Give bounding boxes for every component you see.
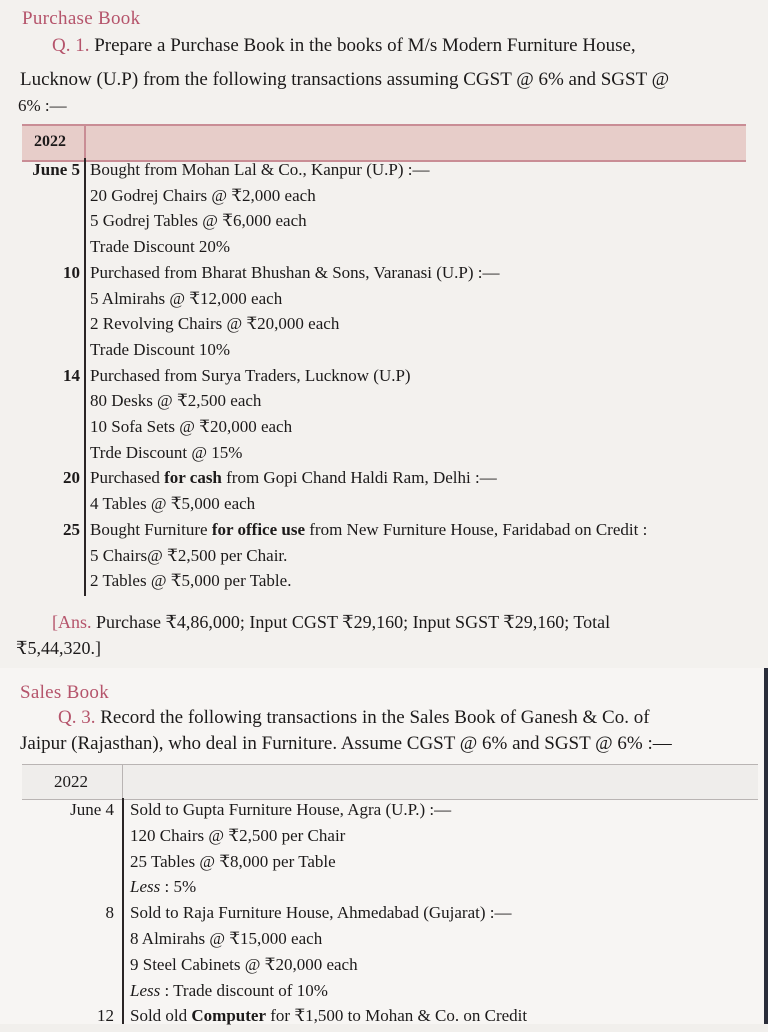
row-date: 14 (63, 365, 80, 385)
transaction-row (22, 160, 746, 186)
row-text: Sold to Raja Furniture House, Ahmedabad (Gujarat) :— (130, 903, 512, 923)
row-text: 8 Almirahs @ ₹15,000 each (130, 929, 323, 948)
question-line: Prepare a Purchase Book in the books of M/s Modern Furniture House, (94, 35, 636, 56)
row-text: 2 Tables @ ₹5,000 per Table. (90, 571, 292, 591)
row-text-part: from Gopi Chand Haldi Ram, Delhi :— (221, 468, 497, 488)
row-text-part: Bought Furniture (90, 519, 212, 539)
year-header (22, 764, 758, 800)
row-text: 4 Tables @ ₹5,000 each (90, 494, 256, 514)
section-heading: Purchase Book (22, 8, 141, 29)
row-text: 5 Almirahs @ ₹12,000 each (90, 288, 283, 308)
transaction-row (22, 520, 746, 546)
transaction-row (22, 800, 758, 826)
question-line: Lucknow (U.P) from the following transactions assuming CGST @ 6% and SGST @ (20, 69, 670, 90)
row-text (130, 981, 328, 1001)
transaction-row (22, 314, 746, 340)
transaction-row (22, 546, 746, 572)
question-number: Q. 1. (52, 35, 90, 56)
row-date: 8 (105, 903, 114, 923)
row-text-part: Computer (191, 1006, 267, 1026)
row-text (90, 468, 497, 488)
answer-line: ₹5,44,320.] (16, 638, 101, 658)
row-text: 10 Sofa Sets @ ₹20,000 each (90, 417, 293, 436)
transaction-row (22, 366, 746, 392)
row-text: Trde Discount @ 15% (90, 442, 243, 462)
row-text (130, 1006, 527, 1026)
transaction-row (22, 237, 746, 263)
row-text: 120 Chairs @ ₹2,500 per Chair (130, 825, 346, 845)
row-text: Trade Discount 10% (90, 339, 231, 359)
transaction-row (22, 1006, 758, 1032)
page-edge (764, 668, 768, 1024)
section-heading: Sales Book (20, 682, 110, 703)
row-text (90, 520, 647, 540)
row-date: 20 (63, 468, 80, 488)
transaction-row (22, 877, 758, 903)
row-text: Sold to Gupta Furniture House, Agra (U.P.) :— (130, 800, 452, 819)
row-date: 12 (97, 1006, 114, 1026)
row-date: June 5 (32, 160, 80, 179)
row-text: 5 Chairs@ ₹2,500 per Chair. (90, 545, 288, 565)
question-line: Record the following transactions in the Sales Book of Ganesh & Co. of (100, 707, 650, 728)
row-text-part: : 5% (160, 877, 197, 897)
transaction-row (22, 417, 746, 443)
row-text-part: for office use (211, 519, 305, 539)
row-text: 9 Steel Cabinets @ ₹20,000 each (130, 954, 358, 974)
transaction-row (22, 211, 746, 237)
answer-label: [Ans. (52, 612, 92, 632)
transaction-row (22, 981, 758, 1007)
transaction-row (22, 468, 746, 494)
row-text: Purchased from Surya Traders, Lucknow (U.P) (90, 365, 411, 385)
column-divider (122, 765, 123, 799)
transaction-row (22, 571, 746, 597)
year-label: 2022 (54, 772, 88, 791)
row-text-part: for cash (164, 468, 222, 488)
year-header (22, 124, 746, 162)
transaction-row (22, 443, 746, 469)
row-text-part: Sold old (130, 1006, 192, 1026)
transaction-row (22, 494, 746, 520)
row-text: 80 Desks @ ₹2,500 each (90, 391, 262, 411)
transactions-table (22, 798, 758, 1024)
transactions-table (22, 158, 746, 598)
row-date: June 4 (70, 800, 114, 819)
row-text-part: from New Furniture House, Faridabad on Credit : (305, 519, 648, 539)
row-text: 5 Godrej Tables @ ₹6,000 each (90, 211, 307, 231)
row-text: Trade Discount 20% (90, 237, 231, 257)
transaction-row (22, 289, 746, 315)
row-text: Bought from Mohan Lal & Co., Kanpur (U.P) :— (90, 160, 430, 179)
sales-book-section (0, 668, 768, 1024)
row-text: Purchased from Bharat Bhushan & Sons, Varanasi (U.P) :— (90, 262, 500, 282)
row-text-part: for ₹1,500 to Mohan & Co. on Credit (266, 1006, 528, 1026)
row-text: 2 Revolving Chairs @ ₹20,000 each (90, 314, 340, 334)
row-text: 20 Godrej Chairs @ ₹2,000 each (90, 185, 316, 205)
transaction-row (22, 955, 758, 981)
question-line: 6% :— (18, 96, 67, 115)
row-text-part: : Trade discount of 10% (160, 980, 328, 1000)
transaction-row (22, 903, 758, 929)
column-divider (84, 126, 86, 160)
row-text-part: Less (130, 877, 161, 897)
question-number: Q. 3. (58, 707, 96, 728)
row-text-part: Less (130, 980, 161, 1000)
transaction-row (22, 186, 746, 212)
year-label: 2022 (34, 133, 66, 150)
question-line: Jaipur (Rajasthan), who deal in Furniture. Assume CGST @ 6% and SGST @ 6% :— (20, 733, 672, 754)
row-text (130, 877, 196, 897)
transaction-row (22, 263, 746, 289)
answer-line: Purchase ₹4,86,000; Input CGST ₹29,160; Input SGST ₹29,160; Total (96, 612, 611, 632)
row-text-part: Purchased (90, 468, 165, 488)
transaction-row (22, 852, 758, 878)
row-date: 10 (63, 262, 80, 282)
row-text: 25 Tables @ ₹8,000 per Table (130, 851, 336, 871)
transaction-row (22, 826, 758, 852)
transaction-row (22, 340, 746, 366)
transaction-row (22, 391, 746, 417)
row-date: 25 (63, 519, 80, 539)
transaction-row (22, 929, 758, 955)
